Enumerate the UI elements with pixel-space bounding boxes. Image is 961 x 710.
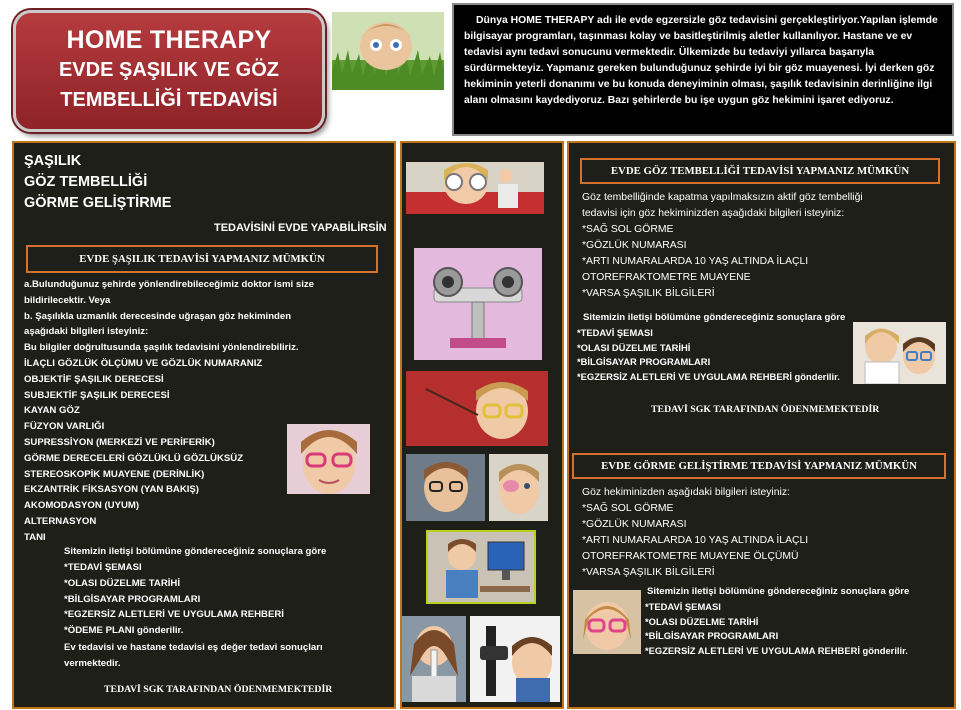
info-line: AKOMODASYON (UYUM)	[24, 500, 140, 512]
result-item: *TEDAVİ ŞEMASI	[577, 327, 653, 338]
result-item: *TEDAVİ ŞEMASI	[64, 562, 142, 573]
boy-eye-device-photo	[470, 616, 560, 702]
strabismus-box-title: EVDE ŞAŞILIK TEDAVİSİ YAPMANIZ MÜMKÜN	[26, 245, 378, 273]
info-line: OTOREFRAKTOMETRE MUAYENE ÖLÇÜMÜ	[582, 551, 799, 562]
title-badge	[13, 10, 325, 132]
result-item: *ÖDEME PLANI gönderilir.	[64, 625, 184, 637]
amblyopia-results-list	[577, 326, 840, 384]
info-line: KAYAN GÖZ	[24, 405, 80, 417]
info-line: STEREOSKOPİK MUAYENE (DERİNLİK)	[24, 468, 205, 480]
info-line: İLAÇLI GÖZLÜK ÖLÇÜMU VE GÖZLÜK NUMARANIZ	[24, 357, 263, 369]
info-line: ALTERNASYON	[24, 515, 97, 527]
tagline: TEDAVİSİNİ EVDE YAPABİLİRSİN	[214, 222, 387, 234]
info-line: OTOREFRAKTOMETRE MUAYENE	[582, 272, 751, 283]
result-item: *EGZERSİZ ALETLERİ VE UYGULAMA REHBERİ gönderilir.	[645, 644, 908, 656]
intro-text: Dünya HOME THERAPY adı ile evde egzersizle göz tedavisini gerçekleştiriyor.Yapılan işlemde bilgisayar programları, taşınması kolay ve basitleştirilmiş aletler kullanılıyor. Hastane ve ev tedavisi aynı tedavi sonucunu vermektedir. Ülkemizde bu tedaviyi yıllarca başarıyla sürdürmekteyiz. Yapmanız gereken bulunduğunuz şehirde iyi bir göz muayenesi. İyi derken göz hekiminin yeterli donanımı ve bu konuda deneyiminin olması, şaşılık tedavisinin derinliğine ilgi alanı olmasını kaydediyoruz. Bazı şehirlerde bu işe uygun göz hekimini işaret ediyoruz.	[452, 3, 954, 136]
info-line: Göz tembelliğinde kapatma yapılmaksızın aktif göz tembelliği	[582, 192, 863, 203]
closing-line: Ev tedavisi ve hastane tedavisi eş değer tedavi sonuçları	[64, 642, 323, 653]
girl-glasses-photo	[287, 424, 370, 494]
strabismus-sgk-note: TEDAVİ SGK TARAFINDAN ÖDENMEMEKTEDİR	[104, 684, 333, 695]
doctor-child-photo	[853, 322, 946, 384]
info-line: FÜZYON VARLIĞI	[24, 421, 105, 433]
amblyopia-box-title: EVDE GÖZ TEMBELLİĞİ TEDAVİSİ YAPMANIZ MÜMKÜN	[580, 158, 940, 184]
patch-child-photo-1	[406, 454, 485, 521]
info-line: aşağıdaki bilgileri isteyiniz:	[24, 326, 149, 338]
strabismus-results-intro: Sitemizin iletişi bölümüne göndereceğiniz sonuçlara göre	[64, 546, 327, 557]
info-line: TANI	[24, 531, 46, 543]
info-line: bildirilecektir. Veya	[24, 294, 111, 306]
info-line: b. Şaşılıkla uzmanlık derecesinde uğraşan göz hekiminden	[24, 310, 292, 322]
girl-pink-glasses-photo	[573, 590, 641, 654]
result-item: *OLASI DÜZELME TARİHİ	[645, 615, 759, 627]
info-line: *SAĞ SOL GÖRME	[582, 503, 674, 514]
strabismus-info-list	[24, 277, 314, 546]
result-item: *TEDAVİ ŞEMASI	[645, 601, 721, 612]
result-item: *BİLGİSAYAR PROGRAMLARI	[64, 593, 201, 605]
strabismus-results-list	[64, 560, 284, 639]
child-computer-photo	[426, 530, 536, 604]
info-line: *SAĞ SOL GÖRME	[582, 224, 674, 235]
strabismus-closing	[64, 640, 323, 672]
info-line: *GÖZLÜK NUMARASI	[582, 240, 687, 251]
info-line: *GÖZLÜK NUMARASI	[582, 519, 687, 530]
result-item: *BİLGİSAYAR PROGRAMLARI	[577, 356, 711, 367]
info-line: GÖRME DERECELERİ GÖZLÜKLÜ GÖZLÜKSÜZ	[24, 452, 244, 464]
topic-list	[24, 151, 171, 214]
result-item: *OLASI DÜZELME TARİHİ	[577, 341, 691, 353]
title-line-3: TEMBELLİĞİ TEDAVİSİ	[60, 89, 278, 111]
amblyopia-results-intro: Sitemizin iletişi bölümüne göndereceğiniz sonuçlara göre	[583, 312, 846, 323]
info-line: EKZANTRİK FİKSASYON (YAN BAKIŞ)	[24, 484, 200, 496]
info-line: *ARTI NUMARALARDA 10 YAŞ ALTINDA İLAÇLI	[582, 535, 809, 546]
info-line: Bu bilgiler doğrultusunda şaşılık tedavisini yönlendirebiliriz.	[24, 342, 299, 354]
result-item: *OLASI DÜZELME TARİHİ	[64, 577, 181, 589]
result-item: *BİLGİSAYAR PROGRAMLARI	[645, 630, 779, 641]
result-item: *EGZERSİZ ALETLERİ VE UYGULAMA REHBERİ gönderilir.	[577, 370, 840, 382]
amblyopia-info-list	[582, 190, 863, 302]
amblyopia-sgk-note: TEDAVİ SGK TARAFINDAN ÖDENMEMEKTEDİR	[651, 404, 880, 415]
info-line: *ARTI NUMARALARDA 10 YAŞ ALTINDA İLAÇLI	[582, 256, 809, 267]
girl-stick-exercise-photo	[402, 616, 466, 702]
info-line: Göz hekiminizden aşağıdaki bilgileri isteyiniz:	[582, 487, 790, 498]
child-eye-test-photo	[406, 162, 544, 214]
patch-child-photo-2	[489, 454, 548, 521]
info-line: SUPRESSİYON (MERKEZİ VE PERİFERİK)	[24, 436, 215, 448]
info-line: OBJEKTİF ŞAŞILIK DERECESİ	[24, 373, 164, 385]
page-title: HOME THERAPY	[66, 26, 272, 54]
info-line: tedavisi için göz hekiminizden aşağıdaki bilgileri isteyiniz:	[582, 208, 845, 219]
info-line: *VARSA ŞAŞILIK BİLGİLERİ	[582, 567, 715, 578]
synoptophore-device-photo	[414, 248, 542, 360]
vision-results-intro: Sitemizin iletişi bölümüne göndereceğiniz sonuçlara göre	[647, 586, 910, 597]
vision-results-list	[645, 600, 908, 658]
closing-line: vermektedir.	[64, 657, 121, 669]
boy-reading-glasses-photo	[406, 371, 548, 446]
vision-box-title: EVDE GÖRME GELİŞTİRME TEDAVİSİ YAPMANIZ MÜMKÜN	[572, 453, 946, 479]
vision-info-list	[582, 485, 808, 581]
info-line: SUBJEKTİF ŞAŞILIK DERECESİ	[24, 389, 170, 401]
topic-vision-improvement: GÖRME GELİŞTİRME	[24, 195, 172, 211]
topic-strabismus: ŞAŞILIK	[24, 153, 82, 169]
info-line: *VARSA ŞAŞILIK BİLGİLERİ	[582, 288, 715, 299]
title-line-2: EVDE ŞAŞILIK VE GÖZ	[58, 59, 280, 81]
topic-amblyopia: GÖZ TEMBELLİĞİ	[24, 174, 148, 190]
info-line: a.Bulunduğunuz şehirde yönlendirebileceğimiz doktor ismi size	[24, 279, 314, 290]
result-item: *EGZERSİZ ALETLERİ VE UYGULAMA REHBERİ	[64, 609, 284, 621]
header-child-photo	[332, 12, 444, 90]
